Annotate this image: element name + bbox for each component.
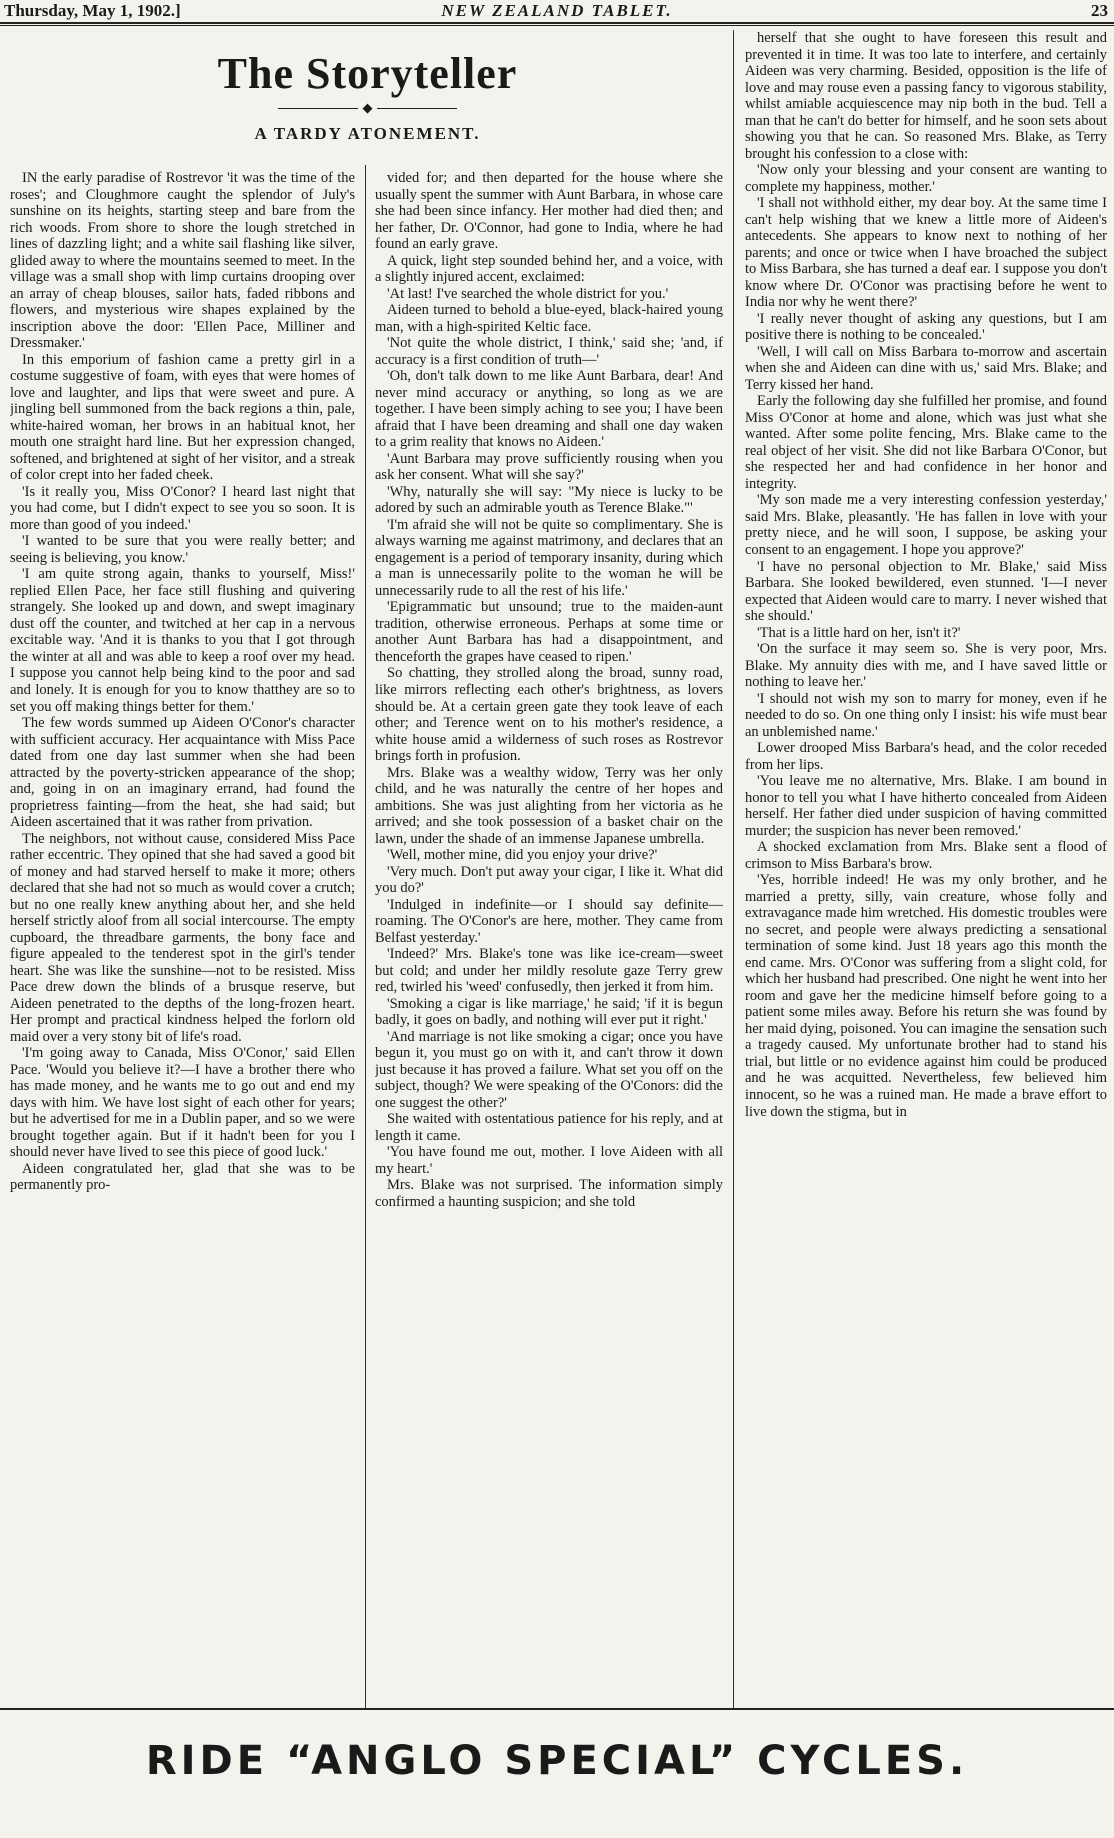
paragraph: The neighbors, not without cause, considered Miss Pace rather eccentric. They opined that she had saved a good bit of money and had starved herself to make it more; others declared that she had not so much as would cover a crutch; but no one really knew anything about her, and she held herself strictly aloof from all social intercourse. The empty cupboard, the threadbare garments, the bony face and figure appealed to the tenderest spot in the girl's tender heart. She was like the sunshine—not to be resisted. Miss Pace drew down the blinds of a brusque reserve, but Aideen penetrated to the depths of the long-frozen heart. Her prompt and practical kindness helped the forlorn old maid over a very stony bit of life's road. (10, 830, 355, 1045)
paragraph: So chatting, they strolled along the broad, sunny road, like mirrors reflecting each other's brightness, as lovers should be. At a certain green gate they took leave of each other; and Terence went on to his mother's residence, a white house amid a wilderness of such roses as Rostrevor brings forth in profusion. (375, 665, 723, 765)
paragraph: 'Very much. Don't put away your cigar, I like it. What did you do?' (375, 863, 723, 897)
paragraph: 'Smoking a cigar is like marriage,' he said; 'if it is begun badly, it goes on badly, and nothing will ever put it right.' (375, 995, 723, 1029)
advertisement-banner (0, 1708, 1114, 1838)
paragraph: 'Not quite the whole district, I think,' said she; 'and, if accuracy is a first condition of truth—' (375, 335, 723, 368)
paragraph: Lower drooped Miss Barbara's head, and the color receded from her lips. (745, 740, 1107, 773)
paragraph: 'Well, mother mine, did you enjoy your drive?' (387, 847, 658, 864)
column-rule (365, 165, 366, 1710)
paragraph: The few words summed up Aideen O'Conor's character with sufficient accuracy. Her acquaintance with Miss Pace dated from one day last summer when she had been attracted by the poverty-stricken appearance of the shop; and, going in on an imaginary errand, had found the proprietress fainting—from the heat, she had said; but Aideen ascertained that it was rather from privation. (10, 715, 355, 831)
paragraph: 'Epigrammatic but unsound; true to the maiden-aunt tradition, otherwise erroneous. Perhaps at some time or another Aunt Barbara has had a disappointment, and thenceforth the grapes have ceased to ripen.' (375, 599, 723, 665)
paragraph: 'At last! I've searched the whole district for you.' (387, 285, 669, 302)
paragraph: 'I really never thought of asking any questions, but I am positive there is nothing to be concealed.' (745, 310, 1107, 344)
section-title: The Storyteller (217, 49, 518, 98)
story-title: A TARDY ATONEMENT. (254, 124, 481, 143)
text-column-2 (375, 170, 723, 1700)
paragraph: Early the following day she fulfilled her promise, and found Miss O'Conor at home and alone, which was just what she wanted. After some polite fencing, Mrs. Blake came to the real object of her visit. She did not like Barbara O'Conor, but she respected her and had confidence in her honor and integrity. (745, 393, 1107, 492)
paragraph: 'My son made me a very interesting confession yesterday,' said Mrs. Blake, pleasantly. 'He has fallen in love with your pretty niece, and he will soon, I suppose, be asking your consent to an engagement. I hope you approve?' (745, 492, 1107, 558)
paragraph: vided for; and then departed for the house where she usually spent the summer with Aunt Barbara, in whose care she had been since infancy. Her mother had died then; and her father, Dr. O'Connor, had gone to India, where he had found an early grave. (375, 170, 723, 253)
paragraph: 'I am quite strong again, thanks to yourself, Miss!' replied Ellen Pace, her face still flushing and quivering strangely. She looked up and down, and swept imaginary dust off the counter, and twitched at her cap in a nervous excitable way. 'And it is thanks to you that I got through the winter at all and was able to keep a roof over my head. I suppose you cannot help being kind to the poor and sad and lonely. It is enough for you to know thatthey are so to set you off making things better for them.' (10, 566, 355, 715)
paragraph: Mrs. Blake was not surprised. The information simply confirmed a haunting suspicion; and she told (375, 1177, 723, 1210)
paragraph: 'On the surface it may seem so. She is very poor, Mrs. Blake. My annuity dies with me, and I have saved little or nothing to leave her.' (745, 641, 1107, 691)
paragraph: 'And marriage is not like smoking a cigar; once you have begun it, you must go on with it, and can't throw it down just because it has proved a failure. What set you off on the subject, though? We were speaking of the O'Conors: did the one suggest the other?' (375, 1028, 723, 1111)
issue-date: Thursday, May 1, 1902.] (4, 1, 181, 20)
paragraph: IN the early paradise of Rostrevor 'it was the time of the roses'; and Cloughmore caught the splendor of July's sunshine on its heights, starting steep and bare from the rich woods. From shore to shore the lough stretched in lines of dazzling light; and a white sail flashing like silver, glided away to where the mountains seemed to meet. In the village was a small shop with limp curtains drooping over an array of cheap blouses, sailor hats, faded ribbons and flowers, and mysterious wire shapes explained by the inscription above the door: 'Ellen Pace, Milliner and Dressmaker.' (10, 170, 355, 352)
paragraph: 'Why, naturally she will say: "My niece is lucky to be adored by such an admirable youth as Terence Blake."' (375, 483, 723, 517)
paragraph: In this emporium of fashion came a pretty girl in a costume suggestive of foam, with eyes that were homes of love and laughter, and lips that were sweet and pure. A jingling bell summoned from the back regions a thin, pale, white-haired woman, her brows in an habitual knot, her mouth one straight hard line. But her expression changed, softened, and brightened at sight of her visitor, and a streak of color crept into her faded cheek. (10, 351, 355, 484)
paragraph: Aideen turned to behold a blue-eyed, black-haired young man, with a high-spirited Keltic face. (375, 302, 723, 335)
text-column-3 (745, 30, 1107, 1705)
page-header (0, 0, 1114, 24)
paragraph: 'Well, I will call on Miss Barbara to-morrow and ascertain when she and Aideen can dine with us,' said Mrs. Blake; and Terry kissed her hand. (745, 343, 1107, 393)
paragraph: 'Is it really you, Miss O'Conor? I heard last night that you had come, but I didn't expect to see you so soon. It is more than good of you indeed.' (10, 483, 355, 533)
paragraph: 'I have no personal objection to Mr. Blake,' said Miss Barbara. She looked bewildered, even stunned. 'I—I never expected that Aideen would care to marry. I never wished that she should.' (745, 558, 1107, 625)
paragraph: 'I shall not withhold either, my dear boy. At the same time I can't help wishing that we knew a little more of Aideen's antecedents. She appears to know next to nothing of her parents; and once or twice when I have broached the subject to Miss Barbara, she has turned a deaf ear. I suppose you don't know where Dr. O'Conor was practising before he went to India nor why he went there?' (745, 195, 1107, 311)
paragraph: A quick, light step sounded behind her, and a voice, with a slightly injured accent, exclaimed: (375, 252, 723, 286)
paragraph: 'You leave me no alternative, Mrs. Blake. I am bound in honor to tell you what I have hitherto concealed from Aideen herself. Her father died under suspicion of having committed murder; the suspicion has never been removed.' (745, 773, 1107, 839)
title-ornament: ◆ (10, 101, 725, 116)
paragraph: 'You have found me out, mother. I love Aideen with all my heart.' (375, 1144, 723, 1177)
paragraph: herself that she ought to have foreseen this result and prevented it in time. It was too late to interfere, and certainly Aideen was very charming. Besided, opposition is the life of love and may rouse even a passing fancy to vigorous stability, whilst amiable acquiescence may nip both in the bud. Tell a man that he can't do better for himself, and he soon sets about showing you that he can. So reasoned Mrs. Blake, as Terry brought his confession to a close with: (745, 30, 1107, 162)
publication-name: NEW ZEALAND TABLET. (441, 1, 673, 20)
paragraph: Mrs. Blake was a wealthy widow, Terry was her only child, and he was naturally the centre of her hopes and ambitions. She was just alighting from her victoria as he arrived; and she took possession of a basket chair on the lawn, under the shade of an immense Japanese umbrella. (375, 764, 723, 847)
paragraph: 'That is a little hard on her, isn't it?' (757, 624, 961, 641)
paragraph: 'I wanted to be sure that you were really better; and seeing is believing, you know.' (10, 533, 355, 566)
text-column-1 (10, 170, 355, 1700)
header-rule (0, 25, 1114, 26)
paragraph: Aideen congratulated her, glad that she was to be permanently pro- (10, 1160, 355, 1194)
paragraph: A shocked exclamation from Mrs. Blake sent a flood of crimson to Miss Barbara's brow. (745, 839, 1107, 872)
advertisement-text: RIDE “ANGLO SPECIAL” CYCLES. (145, 1738, 969, 1784)
paragraph: 'I'm afraid she will not be quite so complimentary. She is always warning me against matrimony, and declares that an engagement is a period of temporary insanity, during which a man is unnecessarily polite to the woman he will be unnecessarily rude to all the rest of his life.' (375, 516, 723, 599)
paragraph: She waited with ostentatious patience for his reply, and at length it came. (375, 1111, 723, 1144)
paragraph: 'Yes, horrible indeed! He was my only brother, and he married a pretty, silly, vain creature, whose folly and extravagance made him wretched. His domestic troubles were no secret, and people were always predicting a sensational termination of some kind. Just 18 years ago this month the end came. Mrs. O'Conor was suffering from a slight cold, for which her husband had prescribed. One night he went into her room and gave her the medicine himself before going to a patient some miles away. Before his return she was found by her maid dying, poisoned. You can imagine the sensation such a tragedy caused. My unfortunate brother had to stand his trial, but little or no evidence against him could be produced and he was acquitted. Nevertheless, few believed him innocent, so he was a ruined man. He made a brave effort to live down the stigma, but in (745, 872, 1107, 1120)
page-number: 23 (1091, 1, 1108, 20)
paragraph: 'Aunt Barbara may prove sufficiently rousing when you ask her consent. What will she say?' (375, 450, 723, 484)
section-heading (10, 48, 725, 144)
paragraph: 'Now only your blessing and your consent are wanting to complete my happiness, mother.' (745, 162, 1107, 195)
paragraph: 'Indulged in indefinite—or I should say definite—roaming. The O'Conor's are here, mother. They came from Belfast yesterday.' (375, 896, 723, 946)
paragraph: 'I'm going away to Canada, Miss O'Conor,' said Ellen Pace. 'Would you believe it?—I have a brother there who has made money, and he wants me to go out and end my days with him. We have lost sight of each other for years; but he advertised for me in a Dublin paper, and so we were brought together again. But if it hadn't been for you I should never have lived to see this piece of good luck.' (10, 1045, 355, 1161)
paragraph: 'Indeed?' Mrs. Blake's tone was like ice-cream—sweet but cold; and under her mildly resolute gaze Terry grew red, twirled his 'weed' confusedly, then jerked it from him. (375, 946, 723, 996)
paragraph: 'I should not wish my son to marry for money, even if he needed to do so. On one thing only I insist: his wife must bear an unblemished name.' (745, 690, 1107, 740)
paragraph: 'Oh, don't talk down to me like Aunt Barbara, dear! And never mind accuracy or anything, so long as we are together. I have been simply aching to see you; I have been afraid that I have been dreaming and shall one day waken to a grim reality that knows no Aideen.' (375, 368, 723, 451)
column-rule (733, 30, 734, 1710)
